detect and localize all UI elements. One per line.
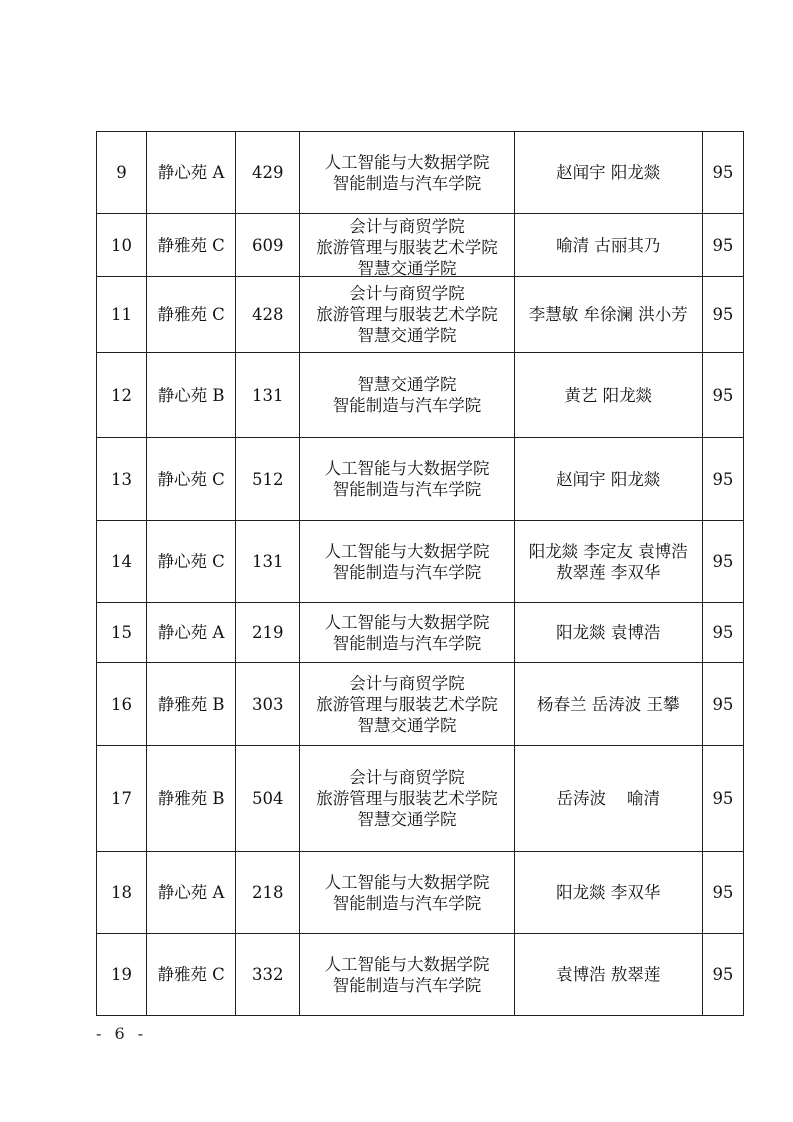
room-number: 428 [236, 277, 300, 353]
college-name: 智能制造与汽车学院 [332, 173, 482, 193]
row-number: 11 [97, 277, 147, 353]
table-row [97, 132, 744, 214]
college-name: 智慧交通学院 [357, 810, 457, 829]
room-number: 429 [236, 132, 300, 214]
score: 95 [702, 746, 743, 852]
row-number: 13 [97, 438, 147, 521]
college-name: 人工智能与大数据学院 [324, 541, 490, 561]
student-names: 阳龙燚 袁博浩 [556, 623, 661, 642]
college-name: 智能制造与汽车学院 [332, 893, 482, 913]
table-row [97, 214, 744, 277]
score: 95 [702, 353, 743, 438]
room-number: 219 [236, 603, 300, 663]
dorm-inspection-table [96, 131, 744, 1016]
table-row [97, 353, 744, 438]
building-name: 静心苑 A [147, 132, 236, 214]
row-number: 10 [97, 214, 147, 277]
table-row [97, 277, 744, 353]
building-name: 静雅苑 C [147, 934, 236, 1016]
score: 95 [702, 214, 743, 277]
score: 95 [702, 438, 743, 521]
table-row [97, 603, 744, 663]
names-cell [514, 852, 702, 934]
row-number: 9 [97, 132, 147, 214]
college-name: 人工智能与大数据学院 [324, 152, 490, 172]
names-cell [514, 603, 702, 663]
room-number: 512 [236, 438, 300, 521]
college-name: 会计与商贸学院 [349, 768, 465, 787]
college-name: 会计与商贸学院 [349, 284, 465, 303]
row-number: 14 [97, 521, 147, 603]
college-cell [300, 934, 514, 1016]
college-name: 智慧交通学院 [357, 715, 457, 735]
page-number: - 6 - [96, 1024, 148, 1043]
student-names: 李慧敏 牟徐澜 洪小芳 [528, 305, 688, 324]
college-name: 会计与商贸学院 [349, 673, 465, 693]
row-number: 15 [97, 603, 147, 663]
room-number: 609 [236, 214, 300, 277]
names-cell [514, 277, 702, 353]
names-cell [514, 438, 702, 521]
college-cell [300, 521, 514, 603]
names-cell [514, 934, 702, 1016]
room-number: 131 [236, 521, 300, 603]
student-names: 黄艺 阳龙燚 [564, 385, 653, 405]
student-names: 阳龙燚 李双华 [556, 883, 661, 902]
college-cell [300, 214, 514, 277]
score: 95 [702, 132, 743, 214]
score: 95 [702, 603, 743, 663]
college-name: 会计与商贸学院 [349, 217, 465, 236]
college-cell [300, 353, 514, 438]
student-names: 岳涛波 喻清 [556, 789, 660, 808]
college-cell [300, 438, 514, 521]
building-name: 静雅苑 B [147, 663, 236, 746]
student-names: 喻清 古丽其乃 [556, 235, 661, 255]
names-cell [514, 663, 702, 746]
college-name: 人工智能与大数据学院 [324, 612, 490, 632]
names-cell [514, 746, 702, 852]
college-name: 智能制造与汽车学院 [332, 396, 482, 415]
college-name: 人工智能与大数据学院 [324, 954, 490, 974]
college-cell [300, 277, 514, 353]
college-name: 人工智能与大数据学院 [324, 459, 490, 478]
college-cell [300, 603, 514, 663]
score: 95 [702, 521, 743, 603]
college-clip [300, 214, 513, 276]
row-number: 16 [97, 663, 147, 746]
room-number: 504 [236, 746, 300, 852]
names-cell [514, 132, 702, 214]
building-name: 静雅苑 C [147, 277, 236, 353]
names-cell [514, 521, 702, 603]
college-name: 智慧交通学院 [357, 326, 457, 345]
college-cell [300, 746, 514, 852]
room-number: 332 [236, 934, 300, 1016]
table-row [97, 934, 744, 1016]
score: 95 [702, 663, 743, 746]
table-row [97, 746, 744, 852]
college-cell [300, 852, 514, 934]
building-name: 静心苑 B [147, 353, 236, 438]
college-name: 智能制造与汽车学院 [332, 633, 482, 653]
building-name: 静心苑 C [147, 521, 236, 603]
row-number: 17 [97, 746, 147, 852]
building-name: 静心苑 C [147, 438, 236, 521]
row-number: 18 [97, 852, 147, 934]
room-number: 131 [236, 353, 300, 438]
table-row [97, 438, 744, 521]
college-name: 旅游管理与服装艺术学院 [316, 238, 498, 257]
college-name: 旅游管理与服装艺术学院 [316, 694, 498, 714]
college-name: 智慧交通学院 [357, 259, 457, 276]
student-names: 阳龙燚 李定友 袁博浩 [528, 541, 688, 561]
score: 95 [702, 277, 743, 353]
college-name: 智能制造与汽车学院 [332, 480, 482, 499]
building-name: 静雅苑 B [147, 746, 236, 852]
college-name: 智能制造与汽车学院 [332, 975, 482, 995]
college-name: 智能制造与汽车学院 [332, 562, 482, 582]
building-name: 静心苑 A [147, 852, 236, 934]
score: 95 [702, 934, 743, 1016]
room-number: 218 [236, 852, 300, 934]
college-cell [300, 132, 514, 214]
student-names: 敖翠莲 李双华 [556, 562, 661, 582]
student-names: 袁博浩 敖翠莲 [556, 965, 661, 984]
table-row [97, 852, 744, 934]
building-name: 静雅苑 C [147, 214, 236, 277]
college-name: 旅游管理与服装艺术学院 [316, 305, 498, 324]
college-name: 人工智能与大数据学院 [324, 872, 490, 892]
names-cell [514, 214, 702, 277]
names-cell [514, 353, 702, 438]
row-number: 12 [97, 353, 147, 438]
table-row [97, 521, 744, 603]
college-cell [300, 663, 514, 746]
row-number: 19 [97, 934, 147, 1016]
student-names: 赵闻宇 阳龙燚 [556, 163, 661, 182]
building-name: 静心苑 A [147, 603, 236, 663]
student-names: 杨春兰 岳涛波 王攀 [537, 694, 680, 714]
college-name: 旅游管理与服装艺术学院 [316, 789, 498, 808]
college-name: 智慧交通学院 [357, 375, 457, 394]
room-number: 303 [236, 663, 300, 746]
student-names: 赵闻宇 阳龙燚 [556, 469, 661, 489]
table-row [97, 663, 744, 746]
score: 95 [702, 852, 743, 934]
